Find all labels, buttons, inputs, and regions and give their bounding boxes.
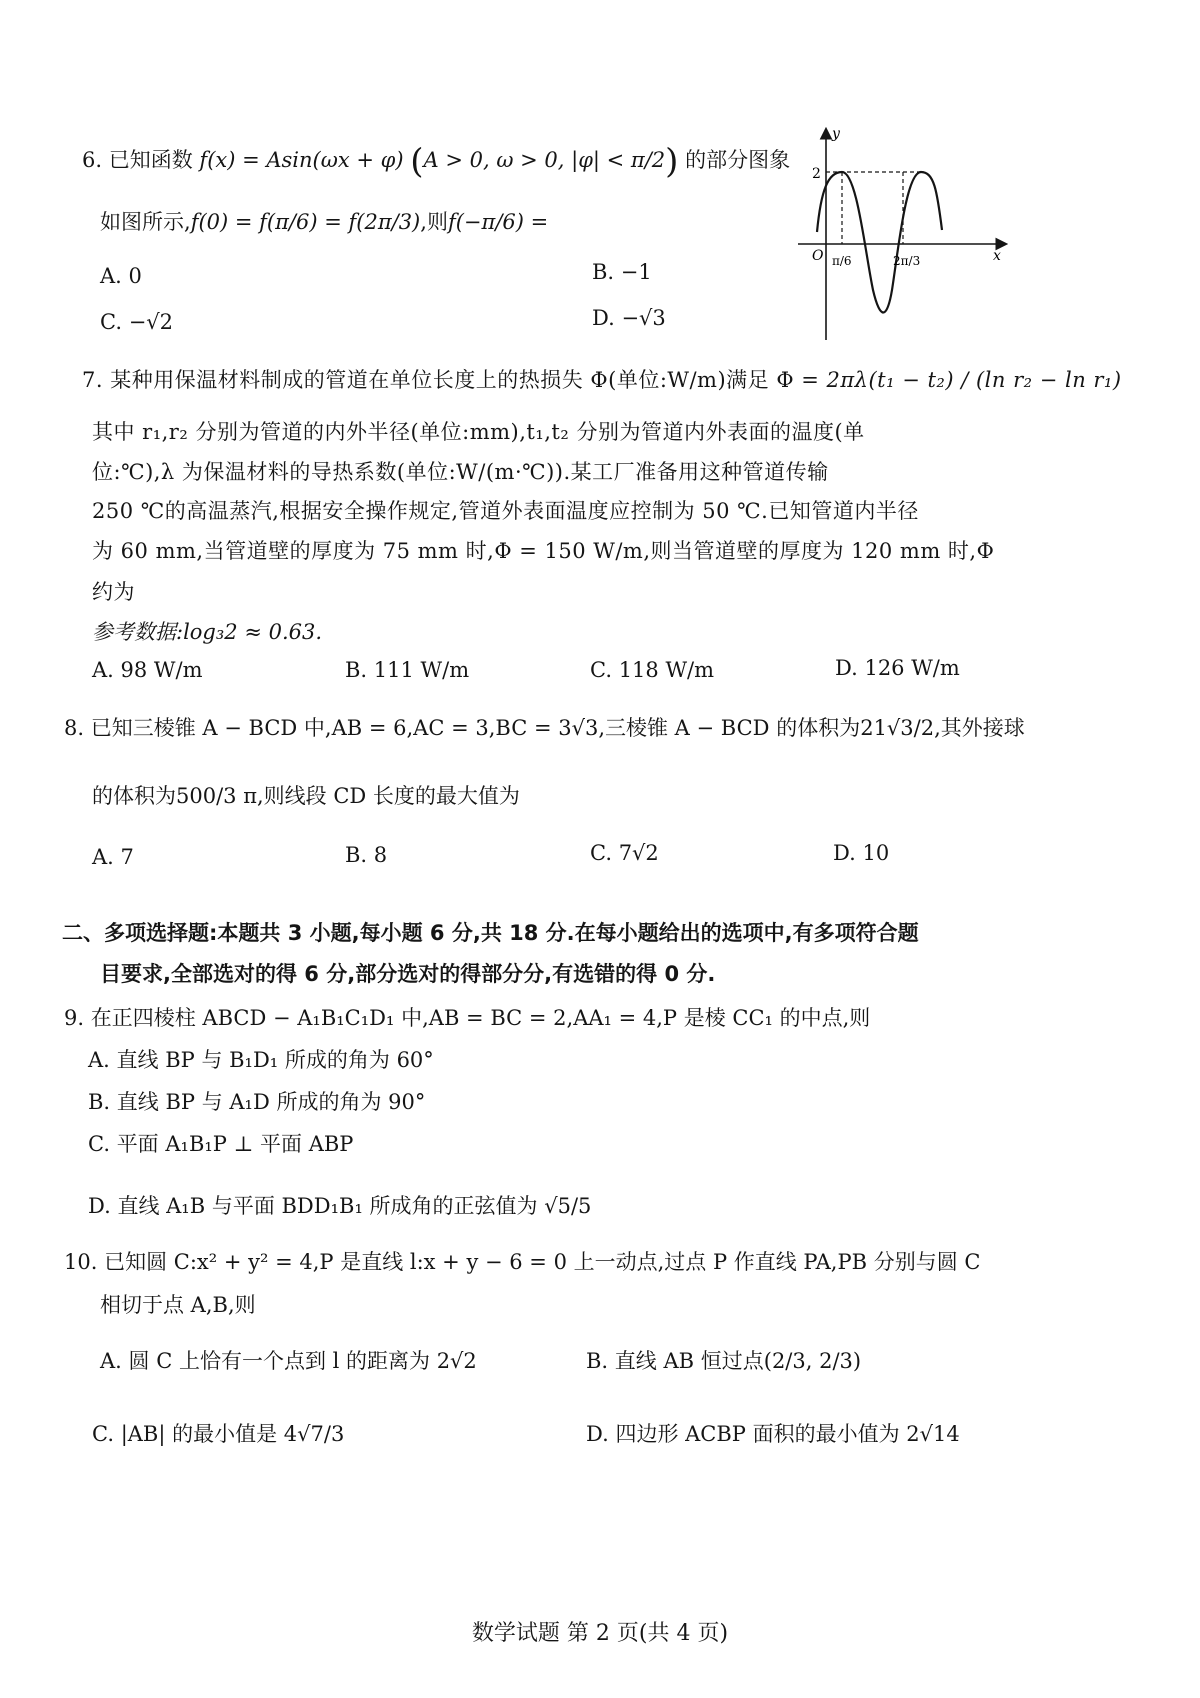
option-key: D. [592, 306, 615, 330]
option-text: 7 [120, 845, 134, 869]
q7-reference-data: 参考数据:log₃2 ≈ 0.63. [92, 620, 323, 644]
q10-option-c[interactable] [92, 1420, 344, 1448]
q10-text-1: 已知圆 C:x² + y² = 4,P 是直线 l:x + y − 6 = 0 上一动点,过点 P 作直线 PA,PB 分别与圆 C [104, 1250, 981, 1274]
q7-line6: 约为 [92, 580, 135, 604]
q6-condition: A > 0, ω > 0, |φ| < π/2 [423, 148, 666, 172]
q8-option-d[interactable] [833, 839, 889, 867]
option-text: 118 W/m [618, 658, 715, 682]
q8-text-2: 的体积为 [92, 784, 176, 808]
y-tick-label: 2 [812, 166, 821, 182]
option-text: |AB| 的最小值是 4√7/3 [120, 1422, 345, 1446]
q8-option-a[interactable] [92, 843, 134, 871]
option-key: D. [88, 1194, 111, 1218]
option-key: B. [586, 1349, 609, 1373]
q8-option-b[interactable] [345, 841, 387, 869]
q6-option-b[interactable] [592, 258, 652, 286]
q7-line1 [82, 366, 1122, 394]
q7-option-d[interactable] [835, 654, 960, 682]
section2-heading-line1: 二、多项选择题:本题共 3 小题,每小题 6 分,共 18 分.在每小题给出的选项中,有多项符合题 [62, 921, 919, 945]
option-key: A. [92, 845, 114, 869]
q7-number: 7. [82, 368, 104, 392]
q6-sine-graph [790, 120, 1020, 345]
q8-volume: 21√3/2 [860, 716, 935, 740]
option-text: 111 W/m [373, 658, 470, 682]
q10-line2: 相切于点 A,B,则 [100, 1293, 256, 1317]
option-key: D. [833, 841, 856, 865]
q6-stem-a: 已知函数 [108, 148, 193, 172]
q10-line1 [64, 1248, 980, 1276]
q8-line1 [64, 714, 1025, 742]
option-key: C. [590, 658, 612, 682]
q6-option-c[interactable] [100, 308, 173, 336]
q6-line2-b: ,则 [420, 210, 448, 234]
page-footer: 数学试题 第 2 页(共 4 页) [471, 1621, 729, 1646]
option-text: 四边形 ACBP 面积的最小值为 2√14 [615, 1422, 960, 1446]
x-tick-label-1: π/6 [832, 254, 852, 268]
q10-option-d[interactable] [586, 1420, 960, 1448]
q6-line2-a: 如图所示, [100, 210, 191, 234]
q6-number: 6. [82, 148, 103, 172]
q9-stem: 在正四棱柱 ABCD − A₁B₁C₁D₁ 中,AB = BC = 2,AA₁ = 4,P 是棱 CC₁ 的中点,则 [90, 1006, 871, 1030]
q7-line5: 为 60 mm,当管道壁的厚度为 75 mm 时,Φ = 150 W/m,则当管道壁的厚度为 120 mm 时,Φ [92, 539, 995, 563]
option-key: C. [590, 841, 612, 865]
option-key: B. [345, 658, 368, 682]
q8-line2 [92, 782, 520, 810]
option-key: D. [835, 656, 858, 680]
option-key: C. [100, 310, 122, 334]
origin-label: O [812, 248, 824, 264]
q6-question: f(−π/6) = [447, 210, 549, 234]
option-text: 直线 A₁B 与平面 BDD₁B₁ 所成角的正弦值为 √5/5 [117, 1194, 592, 1218]
q7-option-b[interactable] [345, 656, 469, 684]
q8-text-2b: ,则线段 CD 长度的最大值为 [257, 784, 520, 808]
q9-option-d[interactable] [88, 1192, 591, 1220]
option-key: A. [100, 264, 122, 288]
option-text: 7√2 [618, 841, 659, 865]
option-key: B. [592, 260, 615, 284]
sine-curve [817, 172, 942, 313]
q8-option-c[interactable] [590, 839, 659, 867]
option-text: 平面 A₁B₁P ⊥ 平面 ABP [116, 1132, 354, 1156]
q8-text-1b: ,其外接球 [934, 716, 1025, 740]
option-key: B. [88, 1090, 111, 1114]
option-text: −1 [620, 260, 652, 284]
option-text: −√3 [621, 306, 666, 330]
q6-option-d[interactable] [592, 304, 666, 332]
q7-option-c[interactable] [590, 656, 714, 684]
option-text: 直线 BP 与 A₁D 所成的角为 90° [116, 1090, 426, 1114]
option-text: −√2 [128, 310, 174, 334]
q9-stem-line [64, 1004, 870, 1032]
option-key: C. [92, 1422, 114, 1446]
q10-option-b[interactable] [586, 1347, 861, 1375]
option-text: 直线 AB 恒过点(2/3, 2/3) [614, 1349, 862, 1373]
q10-option-a[interactable] [100, 1347, 477, 1375]
section2-heading-line2: 目要求,全部选对的得 6 分,部分选对的得部分分,有选错的得 0 分. [100, 962, 716, 986]
q7-text-1: 某种用保温材料制成的管道在单位长度上的热损失 Φ(单位:W/m)满足 Φ = [110, 368, 820, 392]
option-key: A. [100, 1349, 122, 1373]
q6-stem-b: 的部分图象 [685, 148, 791, 172]
q7-line3: 位:℃),λ 为保温材料的导热系数(单位:W/(m·℃)).某工厂准备用这种管道传输 [92, 460, 829, 484]
q8-number: 8. [64, 716, 85, 740]
option-text: 0 [128, 264, 142, 288]
q6-paren-open: ( [410, 141, 424, 182]
q9-option-c[interactable] [88, 1130, 353, 1158]
q6-condition-2: f(0) = f(π/6) = f(2π/3) [190, 210, 421, 234]
option-key: A. [88, 1048, 110, 1072]
option-text: 直线 BP 与 B₁D₁ 所成的角为 60° [116, 1048, 434, 1072]
x-axis-label: x [993, 248, 1001, 264]
y-axis-label: y [832, 126, 840, 142]
q8-text-1: 已知三棱锥 A − BCD 中,AB = 6,AC = 3,BC = 3√3,三棱锥 A − BCD 的体积为 [90, 716, 861, 740]
option-key: B. [345, 843, 368, 867]
q6-line2 [100, 208, 548, 236]
option-key: D. [586, 1422, 609, 1446]
q7-formula: 2πλ(t₁ − t₂) / (ln r₂ − ln r₁) [826, 368, 1122, 392]
option-text: 8 [373, 843, 388, 867]
option-text: 126 W/m [864, 656, 960, 680]
q6-function-definition: f(x) = Asin(ωx + φ) [199, 148, 404, 172]
x-tick-label-2: 2π/3 [893, 254, 921, 268]
option-text: 圆 C 上恰有一个点到 l 的距离为 2√2 [128, 1349, 477, 1373]
option-text: 98 W/m [120, 658, 203, 682]
q10-number: 10. [64, 1250, 98, 1274]
q7-line4: 250 ℃的高温蒸汽,根据安全操作规定,管道外表面温度应控制为 50 ℃.已知管道内半径 [92, 499, 919, 523]
option-text: 10 [862, 841, 890, 865]
q6-line1 [82, 141, 791, 182]
q6-paren-close: ) [665, 141, 679, 182]
q7-line2: 其中 r₁,r₂ 分别为管道的内外半径(单位:mm),t₁,t₂ 分别为管道内外表面的温度(单 [92, 420, 865, 444]
q7-option-a[interactable] [92, 656, 203, 684]
q9-option-b[interactable] [88, 1088, 425, 1116]
option-key: A. [92, 658, 114, 682]
q8-sphere-volume: 500/3 π [176, 784, 257, 808]
q9-option-a[interactable] [88, 1046, 434, 1074]
option-key: C. [88, 1132, 110, 1156]
q9-number: 9. [64, 1006, 85, 1030]
q6-option-a[interactable] [100, 262, 142, 290]
